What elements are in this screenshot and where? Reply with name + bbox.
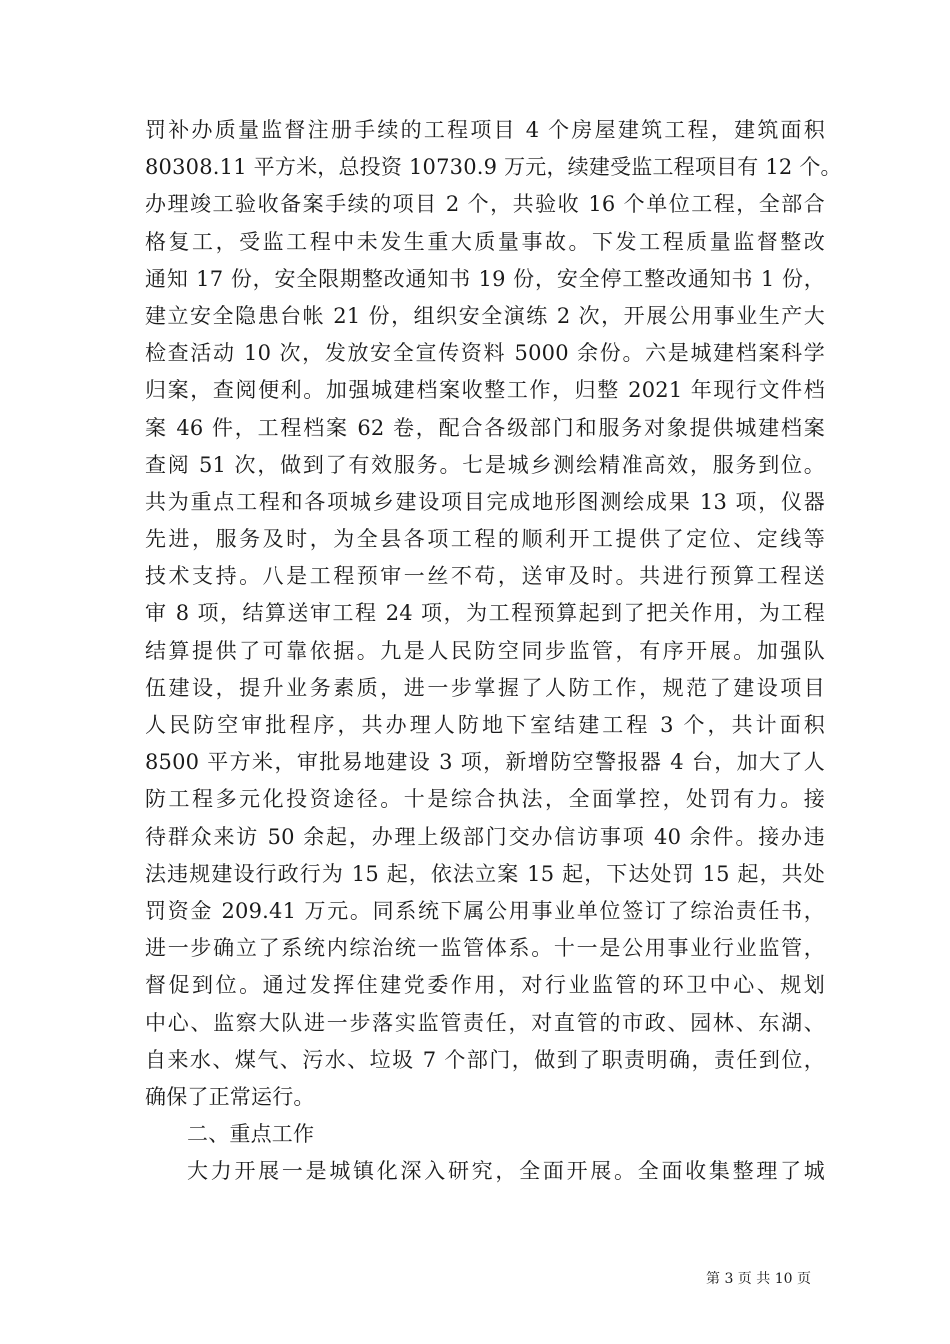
body-line: 法违规建设行政行为 15 起，依法立案 15 起，下达处罚 15 起，共处 — [145, 861, 825, 886]
body-line: 中心、监察大队进一步落实监管责任，对直管的市政、园林、东湖、 — [145, 1010, 825, 1035]
body-line: 进一步确立了系统内综治统一监管体系。十一是公用事业行业监管， — [145, 936, 825, 961]
body-line: 待群众来访 50 余起，办理上级部门交办信访事项 40 余件。接办违 — [145, 824, 825, 849]
body-line: 督促到位。通过发挥住建党委作用，对行业监管的环卫中心、规划 — [145, 973, 825, 998]
body-line: 结算提供了可靠依据。九是人民防空同步监管，有序开展。加强队 — [145, 638, 825, 663]
body-line: 罚资金 209.41 万元。同系统下属公用事业单位签订了综治责任书， — [145, 898, 825, 923]
body-line: 先进，服务及时，为全县各项工程的顺利开工提供了定位、定线等 — [145, 527, 825, 552]
body-line: 案 46 件，工程档案 62 卷，配合各级部门和服务对象提供城建档案 — [145, 415, 825, 440]
body-line: 确保了正常运行。 — [145, 1084, 315, 1109]
section-first-line: 大力开展一是城镇化深入研究，全面开展。全面收集整理了城 — [187, 1159, 825, 1184]
body-line: 防工程多元化投资途径。十是综合执法，全面掌控，处罚有力。接 — [145, 787, 825, 812]
body-line: 通知 17 份，安全限期整改通知书 19 份，安全停工整改通知书 1 份， — [145, 266, 825, 291]
body-line: 检查活动 10 次，发放安全宣传资料 5000 余份。六是城建档案科学 — [145, 341, 825, 366]
body-line: 伍建设，提升业务素质，进一步掌握了人防工作，规范了建设项目 — [145, 675, 825, 700]
body-line: 查阅 51 次，做到了有效服务。七是城乡测绘精准高效，服务到位。 — [145, 452, 825, 477]
body-line: 自来水、煤气、污水、垃圾 7 个部门，做到了职责明确，责任到位， — [145, 1047, 825, 1072]
body-line: 办理竣工验收备案手续的项目 2 个，共验收 16 个单位工程，全部合 — [145, 192, 825, 217]
body-line: 80308.11 平方米，总投资 10730.9 万元，续建受监工程项目有 12 个。 — [145, 155, 842, 180]
page-number: 第 3 页 共 10 页 — [706, 1271, 811, 1287]
body-line: 审 8 项，结算送审工程 24 项，为工程预算起到了把关作用，为工程 — [145, 601, 825, 626]
body-line: 格复工，受监工程中未发生重大质量事故。下发工程质量监督整改 — [145, 229, 825, 254]
body-line: 归案，查阅便利。加强城建档案收整工作，归整 2021 年现行文件档 — [145, 378, 825, 403]
body-line: 人民防空审批程序，共办理人防地下室结建工程 3 个，共计面积 — [145, 713, 825, 737]
body-line: 建立安全隐患台帐 21 份，组织安全演练 2 次，开展公用事业生产大 — [145, 303, 825, 328]
section-heading: 二、重点工作 — [187, 1122, 315, 1147]
document-body — [145, 112, 842, 1190]
body-line: 共为重点工程和各项城乡建设项目完成地形图测绘成果 13 项，仪器 — [145, 489, 825, 514]
body-line: 8500 平方米，审批易地建设 3 项，新增防空警报器 4 台，加大了人 — [145, 750, 825, 775]
body-line: 罚补办质量监督注册手续的工程项目 4 个房屋建筑工程，建筑面积 — [145, 118, 825, 142]
body-line: 技术支持。八是工程预审一丝不苟，送审及时。共进行预算工程送 — [145, 564, 825, 589]
